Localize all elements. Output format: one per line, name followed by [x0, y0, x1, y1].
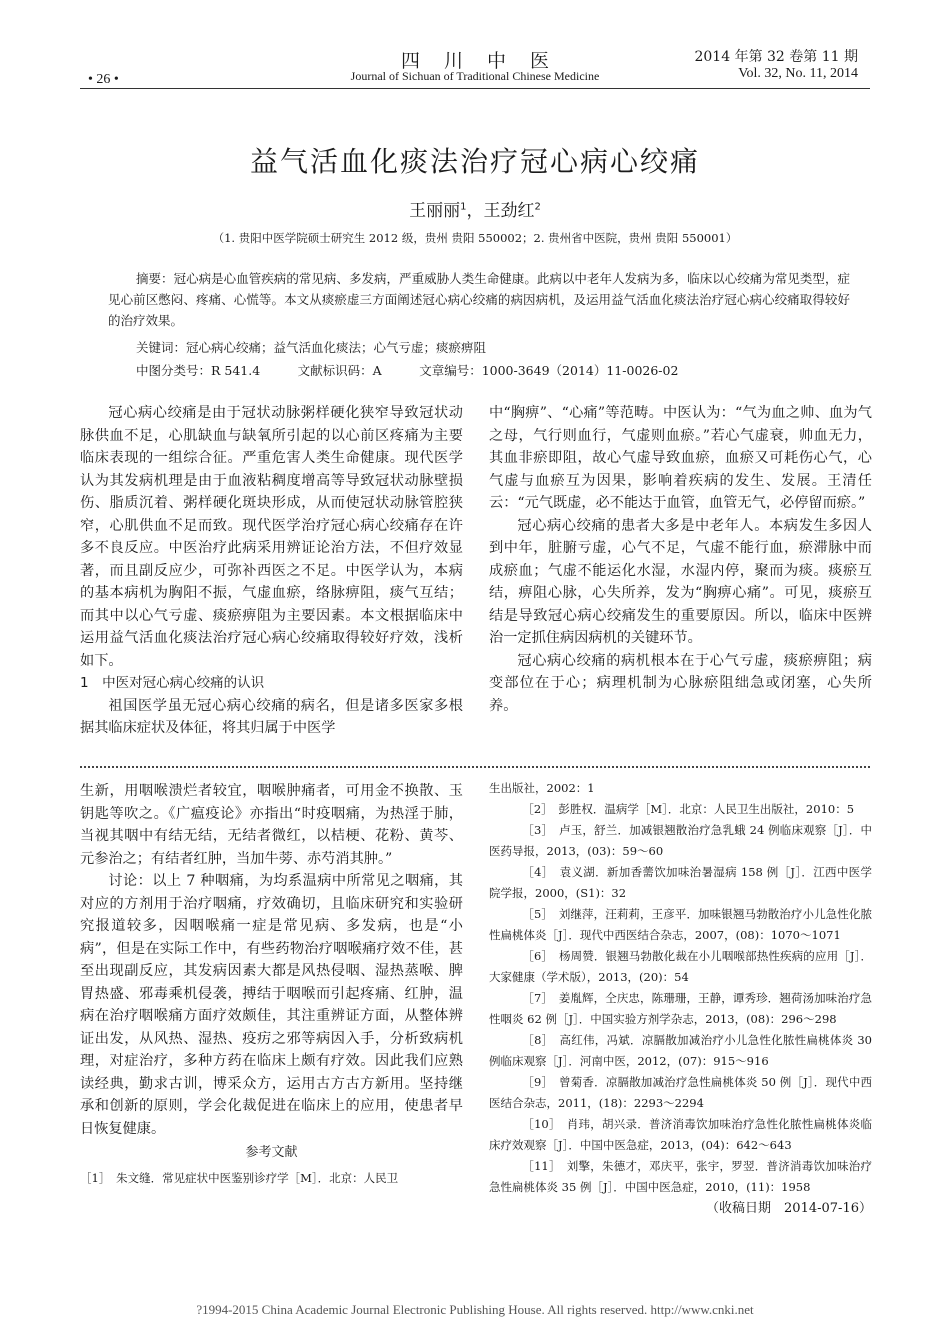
- author-1-sup: 1: [460, 201, 467, 213]
- classification: 中图分类号：R 541.4 文献标识码：A 文章编号：1000-3649（2014）11-0026-02: [136, 363, 679, 378]
- copyright-footer: ?1994-2015 China Academic Journal Electronic Publishing House. All rights reserved. http://www.cnki.net: [196, 1302, 754, 1317]
- body-left-column: [80, 402, 463, 740]
- body-right-column: [489, 402, 872, 717]
- reference-item: ［6］ 杨周赞．银翘马勃散化裁在小儿咽喉部热性疾病的应用［J］．大家健康（学术版），2013，(20)：54: [489, 949, 872, 984]
- volume-info: Vol. 32, No. 11, 2014: [738, 66, 858, 81]
- keywords: 关键词：冠心病心绞痛；益气活血化痰法；心气亏虚；痰瘀痹阻: [136, 340, 487, 355]
- paragraph: 生新，用咽喉溃烂者较宜，咽喉肿痛者，可用金不换散、玉钥匙等吹之。《广瘟疫论》亦指出“时疫咽痛，为热淫于肺，当视其咽中有结无结，无结者微红，以桔梗、花粉、黄芩、元参治之；有结者红肿，当加牛蒡、赤芍消其肿。”: [80, 783, 463, 867]
- reference-item: ［9］ 曾菊香．凉膈散加减治疗急性扁桃体炎 50 例［J］．现代中西医结合杂志，2011，(18)：2293～2294: [489, 1075, 872, 1110]
- paragraph: 中“胸痹”、“心痛”等范畴。中医认为：“气为血之帅、血为气之母，气行则血行，气虚则血瘀。”若心气虚衰，帅血无力，其血非瘀即阻，故心气虚导致血瘀，血瘀又可耗伤心气，心气虚与血瘀互为因果，影响着疾病的发生、发展。王清任云：“元气既虚，必不能达于血管，血管无气，必停留而瘀。”: [489, 405, 872, 511]
- article-divider: [80, 766, 870, 768]
- journal-title-en: Journal of Sichuan of Traditional Chinese Medicine: [350, 69, 600, 83]
- reference-item: ［10］ 肖玮，胡兴录．普济消毒饮加味治疗急性化脓性扁桃体炎临床疗效观察［J］．中国中医急症，2013，(04)：642～643: [489, 1117, 872, 1152]
- header-rule: [80, 88, 870, 89]
- paragraph: 冠心病心绞痛的患者大多是中老年人。本病发生多因人到中年，脏腑亏虚，心气不足，气虚不能行血，瘀滞脉中而成瘀血；气虚不能运化水湿，水湿内停，聚而为痰。痰瘀互结，痹阻心脉，心失所养，发为“胸痹心痛”。可见，痰瘀互结是导致冠心病心绞痛发生的重要原因。所以，临床中医辨治一定抓住病因病机的关键环节。: [489, 517, 872, 646]
- reference-item: ［3］ 卢玉，舒兰．加减银翘散治疗急乳蛾 24 例临床观察［J］．中医药导报，2013，(03)：59～60: [489, 823, 872, 858]
- section-heading: 1 中医对冠心病心绞痛的认识: [80, 675, 265, 691]
- reference-item: ［5］ 刘继萍，汪莉莉，王彦平．加味银翘马勃散治疗小儿急性化脓性扁桃体炎［J］．现代中西医结合杂志，2007，(08)：1070～1071: [489, 907, 872, 942]
- author-sep: ，: [466, 201, 484, 221]
- page-number: • 26 •: [88, 72, 119, 87]
- article-title: 益气活血化痰法治疗冠心病心绞痛: [249, 145, 700, 178]
- article-authors: [0, 196, 950, 221]
- received-date: （收稿日期 2014-07-16）: [706, 1201, 872, 1216]
- abstract: 摘要：冠心病是心血管疾病的常见病、多发病，严重威胁人类生命健康。此病以中老年人发病为多，临床以心绞痛为常见类型，症见心前区憋闷、疼痛、心慌等。本文从痰瘀虚三方面阐述冠心病心绞痛的病因病机，及运用益气活血化痰法治疗冠心病心绞痛取得较好的治疗效果。: [108, 271, 850, 328]
- journal-title-cn: 四川中医: [400, 50, 573, 72]
- issue-info: 2014 年第 32 卷第 11 期: [694, 49, 858, 65]
- references-heading: 参考文献: [245, 1145, 298, 1160]
- reference-item: ［8］ 高红伟，冯斌．凉膈散加减治疗小儿急性化脓性扁桃体炎 30 例临床观察［J］．河南中医，2012，(07)：915～916: [489, 1033, 872, 1068]
- reference-item: ［11］ 刘擎，朱德才，邓庆平，张宇，罗翌．普济消毒饮加味治疗急性扁桃体炎 35 例［J］．中国中医急症，2010，(11)：1958: [489, 1159, 872, 1194]
- paragraph: 讨论：以上 7 种咽痛，为均系温病中所常见之咽痛，其对应的方剂用于治疗咽痛，疗效确切，且临床研究和实验研究报道较多，因咽喉痛一症是常见病、多发病，也是“小病”，但是在实际工作中，有些药物治疗咽喉痛疗效不佳，甚至出现副反应，其发病因素大都是风热侵咽、湿热蒸喉、脾胃热盛、邪毒乘机侵袭，搏结于咽喉而引起疼痛、红肿，温病在治疗咽喉痛方面疗效颇佳，其注重辨证方面，从整体辨证出发，从风热、湿热、疫疠之邪等病因入手，分析致病机理，对症治疗，多种方药在临床上颇有疗效。因此我们应熟读经典，勤求古训，博采众方，运用古方古方新用。坚持继承和创新的原则，学会化裁促进在临床上的应用，使患者早日恢复健康。: [80, 873, 463, 1137]
- reference-item: ［4］ 袁义湖．新加香薷饮加味治暑湿病 158 例［J］．江西中医学院学报，2000，(S1)：32: [489, 865, 872, 900]
- author-2-sup: 2: [534, 201, 541, 213]
- paragraph: 冠心病心绞痛的病机根本在于心气亏虚，痰瘀痹阻；病变部位在于心；病理机制为心脉瘀阻绌急或闭塞，心失所养。: [489, 652, 872, 714]
- reference-item: 生出版社，2002：1: [489, 781, 595, 795]
- author-2: 王劲红: [483, 201, 535, 221]
- reference-item: ［7］ 姜胤辉，仝庆忠，陈珊珊，王静，谭秀珍．翘荷汤加味治疗急性咽炎 62 例［J］．中国实验方剂学杂志，2013，(08)：296～298: [489, 991, 872, 1026]
- paragraph: 冠心病心绞痛是由于冠状动脉粥样硬化狭窄导致冠状动脉供血不足，心肌缺血与缺氧所引起的以心前区疼痛为主要临床表现的一组综合征。严重危害人类生命健康。现代医学认为其发病机理是由于血液粘稠度增高等导致冠状动脉壁损伤、脂质沉着、粥样硬化斑块形成，从而使冠状动脉管腔狭窄，心肌供血不足而致。现代医学治疗冠心病心绞痛存在许多不良反应。中医治疗此病采用辨证论治方法，不但疗效显著，而且副反应少，可弥补西医之不足。中医学认为，本病的基本病机为胸阳不振，气虚血瘀，络脉痹阻，痰气互结；而其中以心气亏虚、痰瘀痹阻为主要因素。本文根据临床中运用益气活血化痰法治疗冠心病心绞痛取得较好疗效，浅析如下。: [80, 405, 463, 669]
- affiliation: （1. 贵阳中医学院硕士研究生 2012 级，贵州 贵阳 550002；2. 贵州省中医院，贵州 贵阳 550001）: [212, 231, 738, 245]
- author-1: 王丽丽: [409, 201, 461, 221]
- references-right-column: [489, 778, 872, 1219]
- paragraph: 祖国医学虽无冠心病心绞痛的病名，但是诸多医家多根据其临床症状及体征，将其归属于中医学: [80, 697, 463, 736]
- lower-left-column: [80, 780, 463, 1189]
- abstract-block: [108, 268, 850, 331]
- reference-item: ［1］ 朱文缝．常见症状中医鉴别诊疗学［M］．北京：人民卫: [80, 1170, 399, 1185]
- reference-item: ［2］ 彭胜权．温病学［M］．北京：人民卫生出版社，2010：5: [522, 802, 855, 816]
